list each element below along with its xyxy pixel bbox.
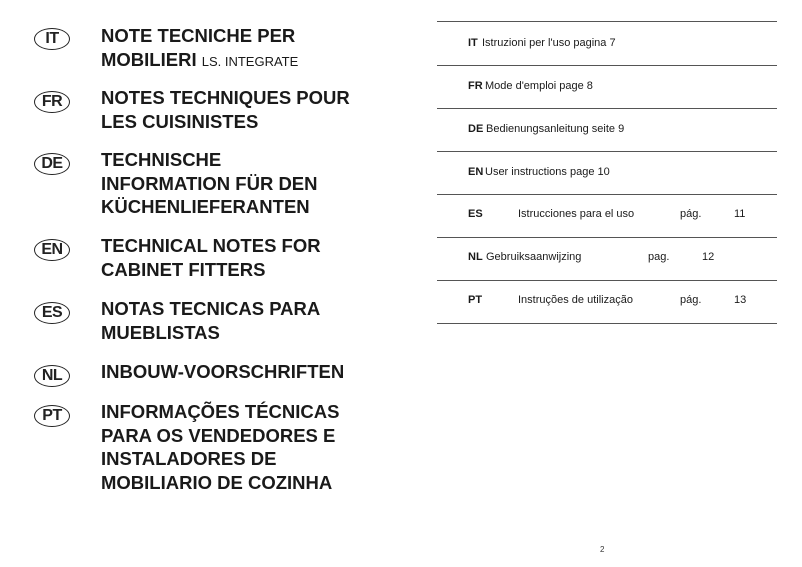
toc-es-page: 11 <box>734 208 746 220</box>
toc-rule-6 <box>437 280 777 281</box>
badge-es: ES <box>34 302 70 324</box>
toc-row-de[interactable] <box>468 123 768 141</box>
toc-pt-page: 13 <box>734 294 747 306</box>
heading-fr <box>101 86 401 133</box>
badge-fr: FR <box>34 91 70 113</box>
toc-rule-3 <box>437 151 777 152</box>
heading-de-line-1: TECHNISCHE <box>101 149 222 170</box>
toc-row-es[interactable] <box>468 208 768 226</box>
heading-nl <box>101 360 401 384</box>
toc-de-text: Bedienungsanleitung seite 9 <box>486 123 625 135</box>
heading-en-line-1: TECHNICAL NOTES FOR <box>101 235 321 256</box>
toc-row-en[interactable] <box>468 166 768 184</box>
heading-es-line-2: MUEBLISTAS <box>101 321 220 343</box>
toc-es-text: Istrucciones para el uso <box>518 208 635 220</box>
badge-en: EN <box>34 239 70 261</box>
heading-it-suffix: LS. INTEGRATE <box>201 53 299 69</box>
toc-it-text: Istruzioni per l'uso pagina 7 <box>482 37 616 49</box>
heading-pt-line-1: INFORMAÇÕES TÉCNICAS <box>101 401 340 422</box>
toc-en-text: User instructions page 10 <box>485 166 610 178</box>
toc-nl-text: Gebruiksaanwijzing <box>486 251 582 263</box>
toc-en-code: EN <box>468 166 484 178</box>
toc-row-it[interactable] <box>468 37 768 55</box>
toc-pt-code: PT <box>468 294 483 306</box>
heading-en <box>101 234 401 281</box>
toc-pt-page-label: pág. <box>680 294 702 306</box>
toc-rule-0 <box>437 21 777 22</box>
page-number: 2 <box>600 545 605 554</box>
heading-de-line-2: INFORMATION FÜR DEN <box>101 172 318 194</box>
toc-rule-1 <box>437 65 777 66</box>
heading-de <box>101 148 401 219</box>
heading-pt-line-3: INSTALADORES DE <box>101 448 277 469</box>
heading-it-line-2-main: MOBILIERI <box>101 48 197 70</box>
heading-nl-line-1: INBOUW-VOORSCHRIFTEN <box>101 361 345 382</box>
toc-fr-text: Mode d'emploi page 8 <box>485 80 593 92</box>
toc-nl-code: NL <box>468 251 483 263</box>
heading-de-line-3: KÜCHENLIEFERANTEN <box>101 196 310 217</box>
toc-rule-2 <box>437 108 777 109</box>
heading-fr-line-2: LES CUISINISTES <box>101 110 259 132</box>
toc-row-nl[interactable] <box>468 251 768 269</box>
toc-rule-7 <box>437 323 777 324</box>
heading-it <box>101 24 401 73</box>
heading-pt <box>101 400 401 494</box>
toc-row-fr[interactable] <box>468 80 768 98</box>
toc-row-pt[interactable] <box>468 294 768 312</box>
badge-it: IT <box>34 28 70 50</box>
toc-it-code: IT <box>468 37 478 49</box>
toc-nl-page-label: pag. <box>648 251 670 263</box>
toc-de-code: DE <box>468 123 484 135</box>
heading-fr-line-1: NOTES TECHNIQUES POUR <box>101 87 350 108</box>
badge-nl: NL <box>34 365 70 387</box>
toc-rule-5 <box>437 237 777 238</box>
badge-de: DE <box>34 153 70 175</box>
heading-es-line-1: NOTAS TECNICAS PARA <box>101 298 321 319</box>
toc-pt-text: Instruções de utilização <box>518 294 633 306</box>
toc-es-code: ES <box>468 208 483 220</box>
heading-it-line-2 <box>101 48 401 74</box>
heading-it-line-1: NOTE TECNICHE PER <box>101 25 296 46</box>
toc-nl-page: 12 <box>702 251 715 263</box>
heading-es <box>101 297 401 344</box>
toc-fr-code: FR <box>468 80 483 92</box>
heading-pt-line-2: PARA OS VENDEDORES E <box>101 424 336 446</box>
badge-pt: PT <box>34 405 70 427</box>
toc-rule-4 <box>437 194 777 195</box>
toc-es-page-label: pág. <box>680 208 702 220</box>
heading-pt-line-4: MOBILIARIO DE COZINHA <box>101 471 333 493</box>
heading-en-line-2: CABINET FITTERS <box>101 258 266 280</box>
